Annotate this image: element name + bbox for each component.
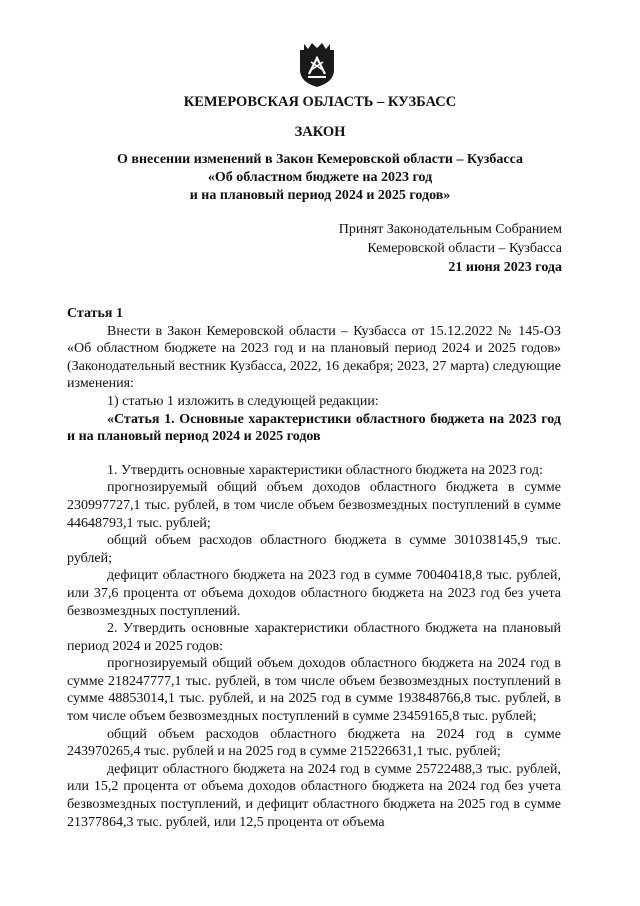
body-paragraph: 2. Утвердить основные характеристики областного бюджета на плановый период 2024 и 2025 годов: (67, 621, 561, 654)
region-title: КЕМЕРОВСКАЯ ОБЛАСТЬ – КУЗБАСС (183, 94, 457, 110)
body-paragraph: общий объем расходов областного бюджета в сумме 301038145,9 тыс. рублей; (67, 533, 561, 566)
coat-of-arms-icon (296, 40, 338, 88)
article-item: 1) статью 1 изложить в следующей редакции: (107, 393, 379, 409)
adoption-block (339, 220, 562, 277)
document-type: ЗАКОН (294, 124, 346, 140)
law-title-line: «Об областном бюджете на 2023 год (207, 170, 433, 185)
article-heading: Статья 1 (67, 306, 123, 321)
quoted-article-heading: «Статья 1. Основные характеристики областного бюджета на 2023 год и на плановый период 2024 и 2025 годов (67, 411, 561, 445)
adoption-line: Принят Законодательным Собранием (338, 222, 562, 237)
body-paragraph: 1. Утвердить основные характеристики областного бюджета на 2023 год: (107, 462, 543, 478)
adoption-line: Кемеровской области – Кузбасса (367, 241, 562, 256)
article-intro: Внести в Закон Кемеровской области – Кузбасса от 15.12.2022 № 145-ОЗ «Об областном бюджете на 2023 год и на плановый период 2024 и 2025 годов» (Законодательный вестник Кузбасса, 2022, 16 декабря; 2023, 27 марта) следующие изменения: (67, 323, 561, 392)
adoption-date: 21 июня 2023 года (448, 260, 562, 275)
law-title-line: О внесении изменений в Закон Кемеровской области – Кузбасса (117, 152, 523, 167)
body-paragraph: прогнозируемый общий объем доходов областного бюджета в сумме 230997727,1 тыс. рублей, в том числе объем безвозмездных поступлений в сумме 44648793,1 тыс. рублей; (67, 480, 561, 531)
body-paragraph: прогнозируемый общий объем доходов областного бюджета на 2024 год в сумме 218247777,1 тыс. рублей, в том числе объем безвозмездных поступлений в сумме 48853014,1 тыс. рублей, и на 2025 год в сумме 193848766,8 тыс. рублей, в том числе объем безвозмездных поступлений в сумме 23459165,8 тыс. рублей; (67, 656, 561, 725)
document-body (67, 305, 561, 831)
body-paragraph: дефицит областного бюджета на 2023 год в сумме 70040418,8 тыс. рублей, или 37,6 процента от объема доходов областного бюджета на 2023 год без учета безвозмездных поступлений. (67, 568, 561, 619)
law-title (0, 151, 640, 205)
body-paragraph: дефицит областного бюджета на 2024 год в сумме 25722488,3 тыс. рублей, или 15,2 процента от объема доходов областного бюджета на 2024 год без учета безвозмездных поступлений, и дефицит областного бюджета на 2025 год в сумме 21377864,3 тыс. рублей, или 12,5 процента от объема (67, 761, 561, 830)
law-title-line: и на плановый период 2024 и 2025 годов» (189, 188, 451, 203)
body-paragraph: общий объем расходов областного бюджета на 2024 год в сумме 243970265,4 тыс. рублей и на 2025 год в сумме 215226631,1 тыс. рублей; (67, 726, 561, 760)
